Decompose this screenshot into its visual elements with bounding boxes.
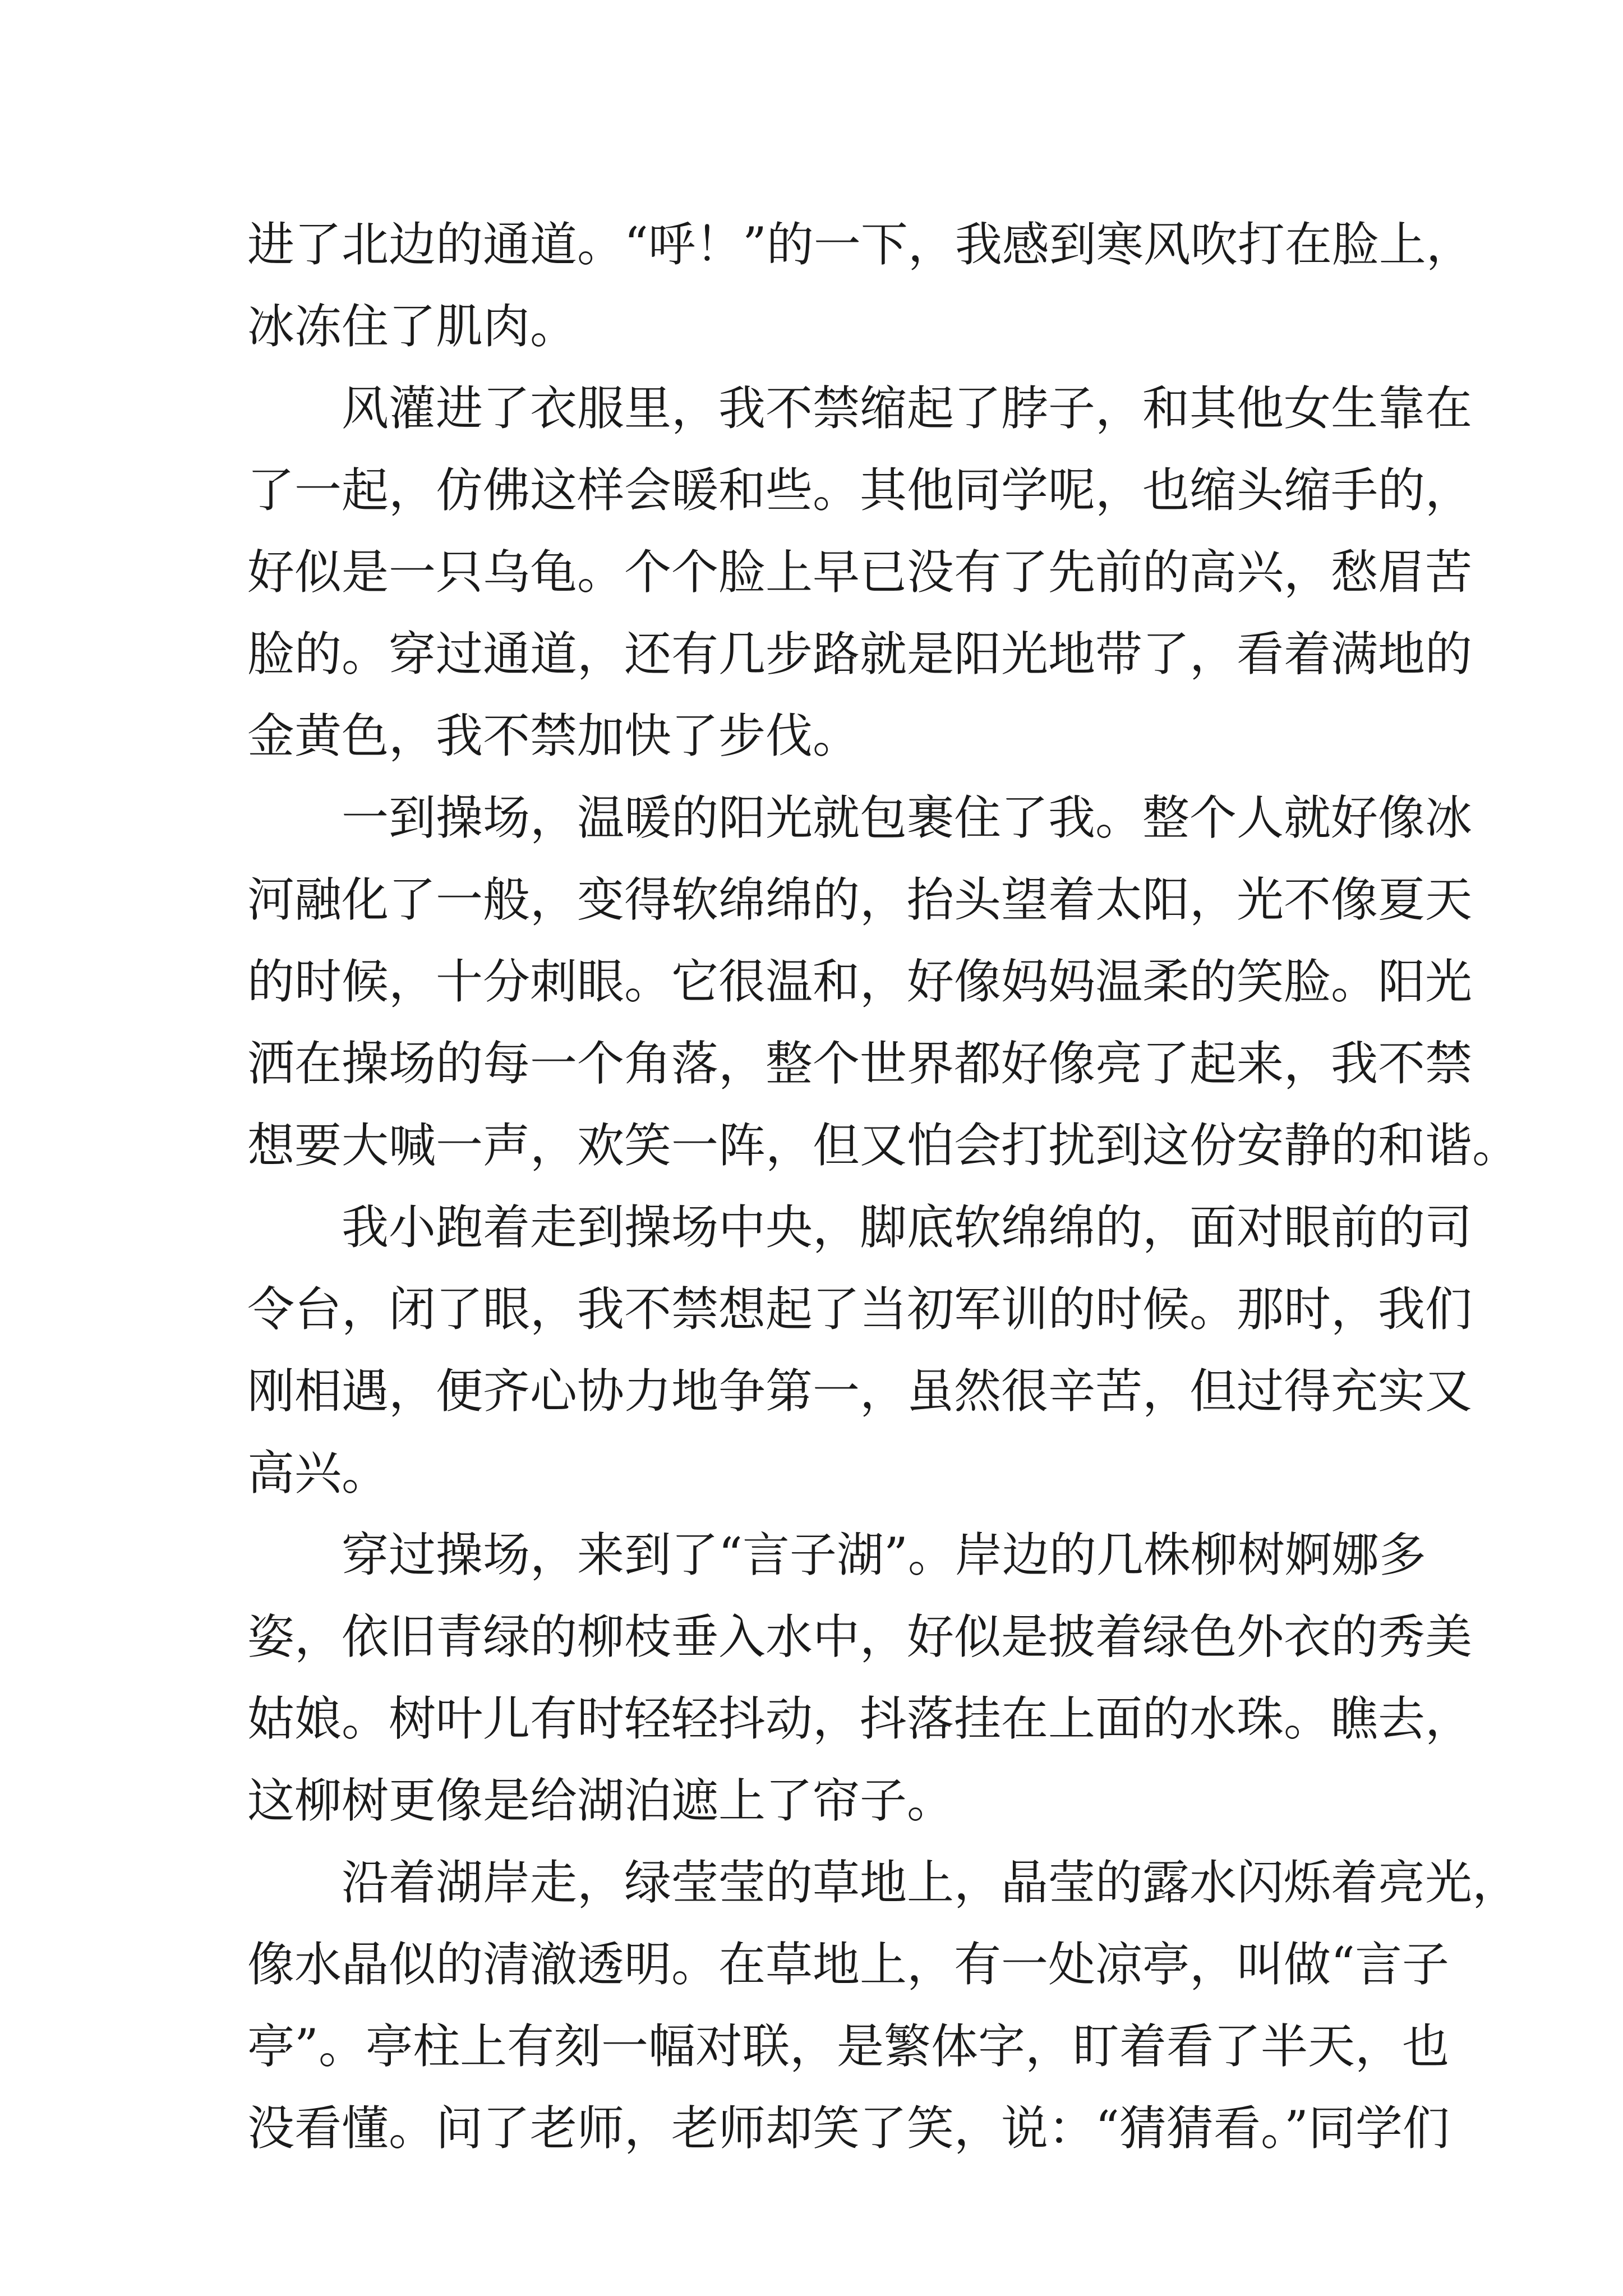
text-line: 高兴。 xyxy=(247,1446,389,1501)
text-line: 冰冻住了肌肉。 xyxy=(247,299,578,354)
text-line: 刚相遇，便齐心协力地争第一，虽然很辛苦，但过得充实又 xyxy=(247,1364,1473,1419)
text-line: 令台，闭了眼，我不禁想起了当初军训的时候。那时，我们 xyxy=(247,1282,1473,1337)
text-line: 这柳树更像是给湖泊遮上了帘子。 xyxy=(247,1773,955,1828)
text-line: 亭”。亭柱上有刻一幅对联，是繁体字，盯着看了半天，也 xyxy=(247,2019,1449,2074)
text-line: 穿过操场，来到了“言子湖”。岸边的几株柳树婀娜多 xyxy=(342,1527,1426,1582)
text-line: 像水晶似的清澈透明。在草地上，有一处凉亭，叫做“言子 xyxy=(247,1937,1449,1992)
text-line: 金黄色，我不禁加快了步伐。 xyxy=(247,708,860,763)
text-line: 姿，依旧青绿的柳枝垂入水中，好似是披着绿色外衣的秀美 xyxy=(247,1609,1473,1664)
text-line: 脸的。穿过通道，还有几步路就是阳光地带了，看着满地的 xyxy=(247,627,1473,682)
text-line: 沿着湖岸走，绿莹莹的草地上，晶莹的露水闪烁着亮光， xyxy=(342,1855,1520,1910)
body-text xyxy=(247,204,1520,2169)
text-line: 一到操场，温暖的阳光就包裹住了我。整个人就好像冰 xyxy=(342,790,1473,845)
text-line: 我小跑着走到操场中央，脚底软绵绵的，面对眼前的司 xyxy=(342,1200,1473,1255)
text-line: 没看懂。问了老师，老师却笑了笑，说：“猜猜看。”同学们 xyxy=(247,2101,1450,2156)
text-line: 的时候，十分刺眼。它很温和，好像妈妈温柔的笑脸。阳光 xyxy=(247,954,1473,1009)
text-line: 姑娘。树叶儿有时轻轻抖动，抖落挂在上面的水珠。瞧去， xyxy=(247,1691,1473,1746)
text-line: 洒在操场的每一个角落，整个世界都好像亮了起来，我不禁 xyxy=(247,1036,1473,1091)
text-line: 风灌进了衣服里，我不禁缩起了脖子，和其他女生靠在 xyxy=(342,381,1473,436)
text-line: 河融化了一般，变得软绵绵的，抬头望着太阳，光不像夏天 xyxy=(247,872,1473,927)
text-line: 好似是一只乌龟。个个脸上早已没有了先前的高兴，愁眉苦 xyxy=(247,545,1473,600)
text-line: 进了北边的通道。“呼！”的一下，我感到寒风吹打在脸上， xyxy=(247,217,1473,272)
text-line: 了一起，仿佛这样会暖和些。其他同学呢，也缩头缩手的， xyxy=(247,463,1473,518)
text-line: 想要大喊一声，欢笑一阵，但又怕会打扰到这份安静的和谐。 xyxy=(247,1118,1520,1173)
